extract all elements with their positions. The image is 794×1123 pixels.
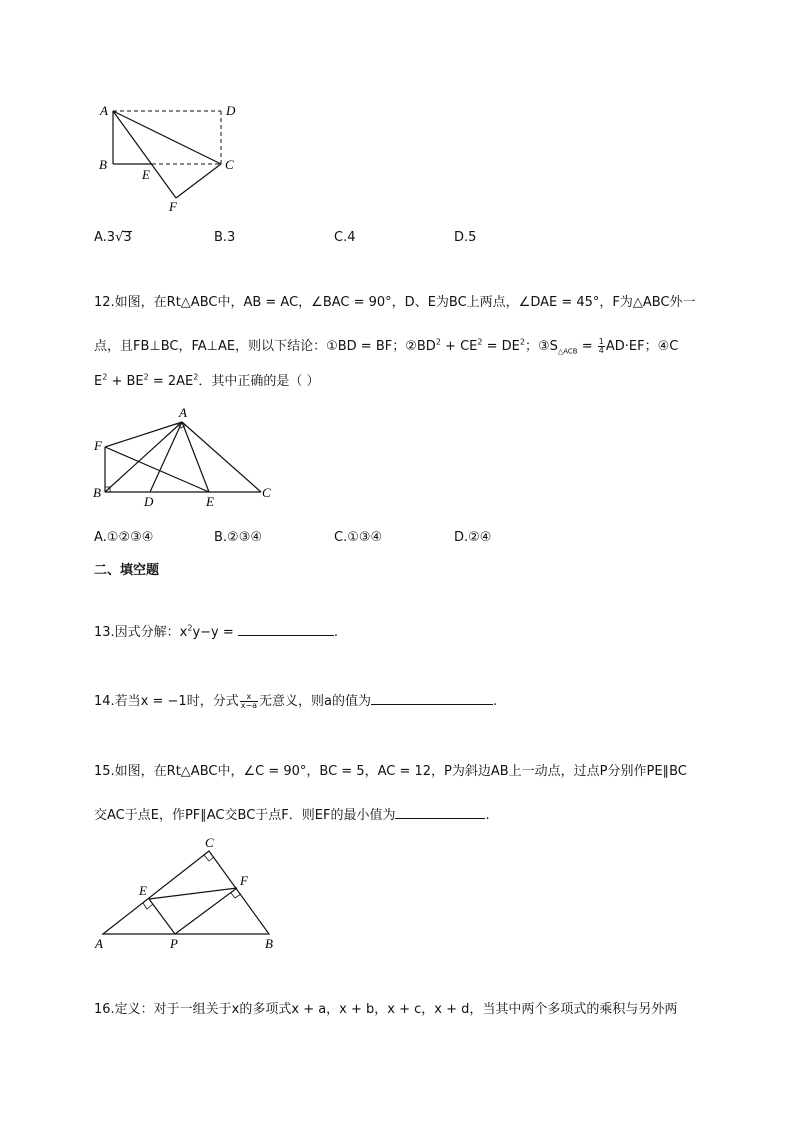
q12-equals: = xyxy=(577,339,597,354)
segment-cf xyxy=(176,164,221,198)
q12-line3-a: E xyxy=(94,374,103,389)
q13-text-a: 13.因式分解：x xyxy=(94,625,188,640)
label-f: F xyxy=(94,438,102,453)
q13-answer-blank xyxy=(238,623,334,636)
q12-option-d: D.②④ xyxy=(454,530,492,545)
q14-text-a: 14.若当x = −1时，分式 xyxy=(94,694,239,709)
segment-fa xyxy=(105,422,182,447)
q12-line3-b: + BE xyxy=(107,374,144,389)
superscript: 2 xyxy=(187,623,193,633)
fraction-numerator: 1 xyxy=(598,337,604,346)
label-p: P xyxy=(170,936,178,951)
q12-line3 xyxy=(94,374,319,390)
fraction-denominator: x−a xyxy=(240,701,258,710)
label-e: E xyxy=(139,883,147,898)
q12-line2-b: + CE xyxy=(440,339,478,354)
q13-text-b: y−y = xyxy=(192,625,238,640)
label-c: C xyxy=(262,485,271,500)
section-heading: 二、填空题 xyxy=(94,563,160,578)
label-d: D xyxy=(144,494,154,509)
label-f: F xyxy=(169,199,177,214)
q13-line xyxy=(94,623,338,641)
q12-line1: 12.如图，在Rt△ABC中，AB = AC，∠BAC = 90°，D、E为BC上两点，∠DAE = 45°，F为△ABC外一 xyxy=(94,295,696,310)
q14-period: . xyxy=(493,694,498,709)
triangle-abc xyxy=(103,851,269,934)
label-e: E xyxy=(206,494,214,509)
q12-line2-c: = DE xyxy=(482,339,520,354)
q12-line2 xyxy=(94,338,678,355)
label-b: B xyxy=(99,157,107,172)
right-angle-mark-e xyxy=(143,903,153,909)
q13-period: . xyxy=(333,625,339,640)
q15-figure xyxy=(88,832,288,954)
segment-ac xyxy=(182,422,261,492)
q12-option-c: C.①③④ xyxy=(334,530,383,545)
q15-line2 xyxy=(94,806,490,824)
q16-line1: 16.定义：对于一组关于x的多项式x + a，x + b，x + c，x + d，当其中两个多项式的乘积与另外两 xyxy=(94,1002,678,1017)
label-b: B xyxy=(265,936,273,951)
q11-option-a xyxy=(94,230,132,245)
q14-answer-blank xyxy=(371,692,493,705)
q12-figure xyxy=(88,402,288,514)
superscript: 2 xyxy=(193,372,199,382)
superscript: 2 xyxy=(477,337,483,347)
q11-option-b: B.3 xyxy=(214,230,236,245)
q11-option-a-prefix: A.3 xyxy=(94,230,116,245)
fraction-numerator: x xyxy=(240,693,258,702)
segment-ac xyxy=(113,111,221,164)
q14-text-b: 无意义，则a的值为 xyxy=(259,694,372,709)
q11-option-c: C.4 xyxy=(334,230,356,245)
q12-option-a: A.①②③④ xyxy=(94,530,154,545)
label-a: A xyxy=(179,405,187,420)
q12-subscript: △ACB xyxy=(557,347,578,356)
q15-period: . xyxy=(485,808,490,823)
label-b: B xyxy=(93,485,101,500)
superscript: 2 xyxy=(519,337,525,347)
q15-text: 交AC于点E，作PF∥AC交BC于点F．则EF的最小值为 xyxy=(94,808,396,823)
fraction-denominator: 4 xyxy=(598,346,604,355)
superscript: 2 xyxy=(143,372,149,382)
segment-af xyxy=(113,111,176,198)
q11-option-a-radicand: 3 xyxy=(123,230,132,245)
label-e: E xyxy=(142,167,150,182)
q15-answer-blank xyxy=(395,806,485,819)
q11-option-d: D.5 xyxy=(454,230,477,245)
label-c: C xyxy=(225,157,234,172)
q12-line3-c: = 2AE xyxy=(148,374,194,389)
q12-line3-d: ．其中正确的是（ ） xyxy=(198,374,320,389)
q14-fraction xyxy=(240,693,258,710)
q12-line2-d: ；③S xyxy=(524,339,558,354)
q11-figure xyxy=(90,95,260,220)
label-c: C xyxy=(205,835,214,850)
q12-option-b: B.②③④ xyxy=(214,530,263,545)
q12-line2-e: AD·EF；④C xyxy=(605,339,679,354)
label-a: A xyxy=(100,103,108,118)
q12-fraction xyxy=(598,338,605,355)
sqrt-symbol: √ xyxy=(115,230,124,245)
q15-line1: 15.如图，在Rt△ABC中，∠C = 90°，BC = 5，AC = 12，P为斜边AB上一动点，过点P分别作PE∥BC xyxy=(94,764,687,779)
q12-line2-a: 点，且FB⊥BC，FA⊥AE，则以下结论：①BD = BF；②BD xyxy=(94,339,436,354)
superscript: 2 xyxy=(435,337,441,347)
label-d: D xyxy=(226,103,236,118)
superscript: 2 xyxy=(102,372,108,382)
segment-fe xyxy=(105,447,209,492)
label-a: A xyxy=(95,936,103,951)
segment-ab xyxy=(105,422,182,492)
label-f: F xyxy=(240,873,248,888)
q14-line xyxy=(94,692,497,710)
segment-ad xyxy=(150,422,182,492)
